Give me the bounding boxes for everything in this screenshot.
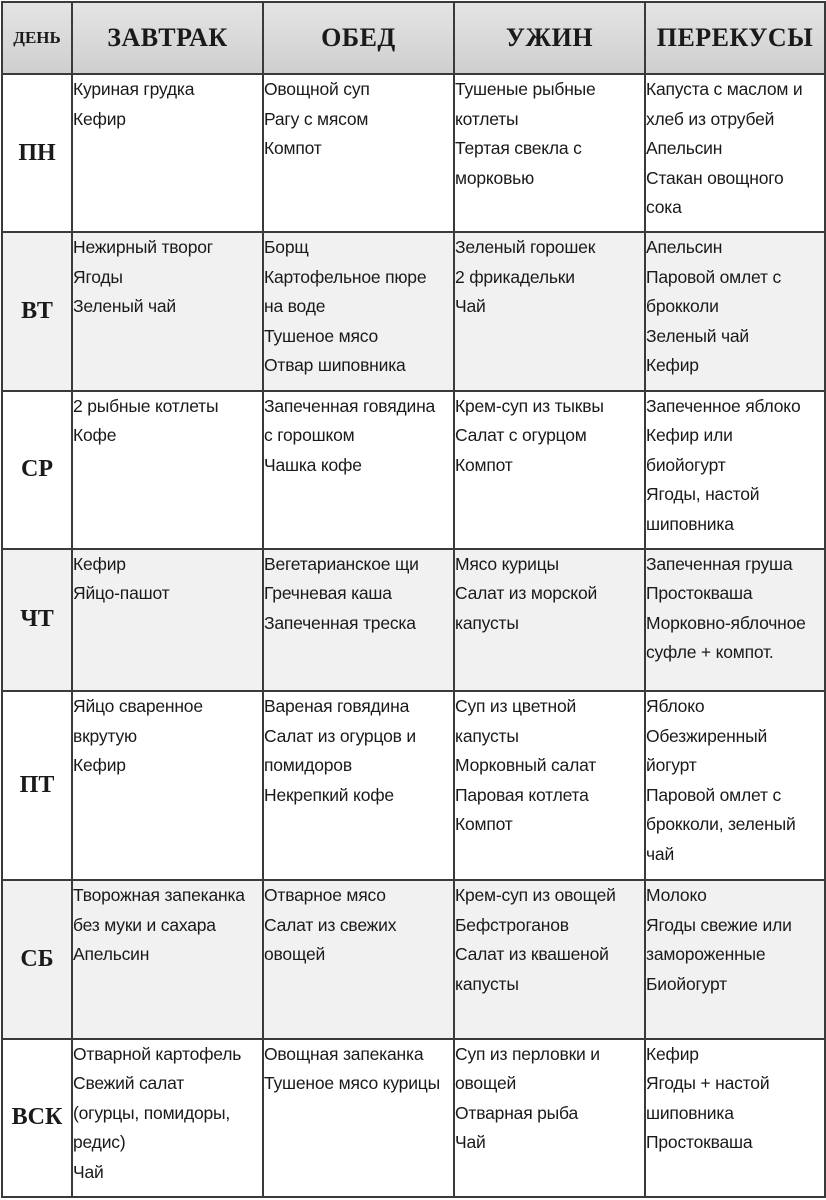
snacks-cell [645, 691, 825, 880]
meal-item: Салат из морской [455, 583, 598, 604]
meal-item: Отвар шиповника [264, 355, 406, 376]
day-cell: ВСК [2, 1039, 72, 1197]
meal-item: Стакан овощного [646, 167, 784, 188]
meal-item: Овощная запеканка [264, 1043, 424, 1064]
dinner-cell [454, 391, 645, 549]
meal-item: морковью [455, 167, 535, 188]
meal-item: Крем-суп из овощей [455, 885, 616, 906]
header-day: ДЕНЬ [2, 2, 72, 74]
meal-item: Картофельное пюре [264, 266, 427, 287]
meal-item: сока [646, 197, 682, 217]
meal-item: помидоров [264, 755, 352, 776]
meal-item: Паровая котлета [455, 784, 589, 805]
meal-item: Тушеное мясо курицы [264, 1073, 440, 1094]
table-row [2, 74, 825, 232]
meal-item: Нежирный творог [73, 237, 213, 258]
meal-item: Рагу с мясом [264, 108, 369, 129]
dinner-cell [454, 549, 645, 691]
header-row [2, 2, 825, 74]
snacks-cell [645, 232, 825, 390]
meal-item: Куриная грудка [73, 79, 195, 99]
meal-item: Некрепкий кофе [264, 784, 394, 805]
table-row [2, 880, 825, 1038]
lunch-cell [263, 691, 454, 880]
lunch-cell [263, 880, 454, 1038]
meal-item: Борщ [264, 237, 309, 258]
snacks-cell [645, 880, 825, 1038]
meal-item: Свежий салат [73, 1073, 185, 1094]
meal-item: Кефир [646, 355, 699, 376]
lunch-cell [263, 232, 454, 390]
day-cell: СР [2, 391, 72, 549]
meal-item: Вегетарианское щи [264, 553, 419, 574]
meal-item: Зеленый горошек [455, 237, 596, 258]
day-cell: ЧТ [2, 549, 72, 691]
snacks-cell [645, 549, 825, 691]
meal-item: редис) [73, 1132, 126, 1153]
meal-item: Компот [264, 138, 322, 158]
day-cell: ПН [2, 74, 72, 232]
meal-item: Паровой омлет с [646, 266, 782, 287]
dinner-cell [454, 232, 645, 390]
table-row [2, 549, 825, 691]
meal-item: Чай [455, 296, 486, 317]
meal-item: Ягоды свежие или [646, 914, 792, 935]
table-row [2, 232, 825, 390]
meal-item: Кефир или [646, 425, 733, 446]
meal-item: Простокваша [646, 1132, 753, 1153]
meal-item: 2 рыбные котлеты [73, 395, 219, 416]
table-row [2, 691, 825, 880]
lunch-cell [263, 74, 454, 232]
dinner-cell [454, 880, 645, 1038]
breakfast-cell [72, 691, 263, 880]
meal-item: Апельсин [73, 944, 150, 965]
meal-item: Биойогурт [646, 973, 728, 994]
meal-item: (огурцы, помидоры, [73, 1102, 231, 1123]
meal-item: Отварной картофель [73, 1043, 242, 1064]
day-cell: ПТ [2, 691, 72, 880]
breakfast-cell [72, 549, 263, 691]
meal-item: Паровой омлет с [646, 784, 782, 805]
meal-item: Ягоды, настой [646, 484, 760, 505]
meal-item: Апельсин [646, 237, 723, 258]
meal-item: брокколи [646, 296, 719, 317]
meal-item: брокколи, зеленый [646, 814, 796, 835]
meal-item: Салат из квашеной [455, 944, 609, 965]
meal-item: Морковный салат [455, 755, 597, 776]
meal-item: Тертая свекла с [455, 138, 582, 158]
meal-item: хлеб из отрубей [646, 108, 775, 129]
day-cell: СБ [2, 880, 72, 1038]
meal-item: Чай [73, 1161, 104, 1182]
meal-item: Морковно-яблочное [646, 612, 806, 633]
meal-item: вкрутую [73, 725, 137, 746]
meal-item: Запеченное яблоко [646, 395, 801, 416]
meal-item: шиповника [646, 513, 734, 534]
meal-item: Тушеное мясо [264, 325, 379, 346]
meal-item: чай [646, 843, 675, 864]
meal-item: йогурт [646, 755, 697, 776]
meal-item: Тушеные рыбные [455, 79, 596, 99]
breakfast-cell [72, 391, 263, 549]
meal-item: шиповника [646, 1102, 734, 1123]
meal-item: Запеченная говядина [264, 395, 436, 416]
dinner-cell [454, 74, 645, 232]
lunch-cell [263, 549, 454, 691]
meal-item: биойогурт [646, 454, 726, 475]
table-body [2, 74, 825, 1197]
meal-item: Кефир [73, 108, 126, 129]
meal-item: Апельсин [646, 138, 723, 158]
snacks-cell [645, 1039, 825, 1197]
meal-item: Овощной суп [264, 79, 370, 99]
meal-item: Яйцо-пашот [73, 583, 170, 604]
meal-item: 2 фрикадельки [455, 266, 575, 287]
meal-item: Чай [455, 1132, 486, 1153]
meal-item: на воде [264, 296, 326, 317]
meal-item: котлеты [455, 108, 519, 129]
header-snacks: ПЕРЕКУСЫ [645, 2, 825, 74]
meal-item: Мясо курицы [455, 553, 559, 574]
lunch-cell [263, 391, 454, 549]
meal-item: Обезжиренный [646, 725, 768, 746]
table-row [2, 391, 825, 549]
breakfast-cell [72, 880, 263, 1038]
snacks-cell [645, 391, 825, 549]
meal-item: Запеченная треска [264, 612, 416, 633]
meal-item: Кефир [73, 553, 126, 574]
meal-item: Вареная говядина [264, 696, 410, 717]
meal-item: Салат из свежих [264, 914, 397, 935]
breakfast-cell [72, 1039, 263, 1197]
meal-item: Салат из огурцов и [264, 725, 416, 746]
meal-item: овощей [455, 1073, 517, 1094]
meal-item: Ягоды + настой [646, 1073, 770, 1094]
meal-item: Крем-суп из тыквы [455, 395, 604, 416]
meal-item: Яйцо сваренное [73, 696, 203, 717]
breakfast-cell [72, 74, 263, 232]
meal-item: Зеленый чай [646, 325, 749, 346]
meal-item: Бефстроганов [455, 914, 569, 935]
meal-item: Отварное мясо [264, 885, 386, 906]
day-cell: ВТ [2, 232, 72, 390]
dinner-cell [454, 1039, 645, 1197]
meal-item: Отварная рыба [455, 1102, 578, 1123]
meal-item: овощей [264, 944, 326, 965]
meal-item: Творожная запеканка [73, 885, 245, 906]
meal-item: Гречневая каша [264, 583, 392, 604]
meal-item: капусты [455, 973, 519, 994]
meal-item: Компот [455, 454, 513, 475]
meal-item: Запеченная груша [646, 553, 793, 574]
meal-item: Чашка кофе [264, 454, 362, 475]
meal-item: суфле + компот. [646, 642, 774, 663]
meal-item: Зеленый чай [73, 296, 176, 317]
meal-item: с горошком [264, 425, 355, 446]
lunch-cell [263, 1039, 454, 1197]
header-breakfast: ЗАВТРАК [72, 2, 263, 74]
dinner-cell [454, 691, 645, 880]
meal-item: Кофе [73, 425, 117, 446]
meal-item: Суп из перловки и [455, 1043, 600, 1064]
breakfast-cell [72, 232, 263, 390]
header-dinner: УЖИН [454, 2, 645, 74]
meal-item: Кефир [73, 755, 126, 776]
meal-item: Салат с огурцом [455, 425, 587, 446]
meal-item: Молоко [646, 885, 707, 906]
meal-item: Простокваша [646, 583, 753, 604]
snacks-cell [645, 74, 825, 232]
meal-item: Компот [455, 814, 513, 835]
meal-item: Капуста с маслом и [646, 79, 803, 99]
meal-item: капусты [455, 725, 519, 746]
meal-item: капусты [455, 612, 519, 633]
meal-item: замороженные [646, 944, 766, 965]
meal-item: Ягоды [73, 266, 123, 287]
meal-item: Яблоко [646, 696, 705, 717]
weekly-meal-table [1, 1, 826, 1198]
meal-item: Суп из цветной [455, 696, 577, 717]
meal-item: без муки и сахара [73, 914, 216, 935]
meal-item: Кефир [646, 1043, 699, 1064]
table-row [2, 1039, 825, 1197]
header-lunch: ОБЕД [263, 2, 454, 74]
